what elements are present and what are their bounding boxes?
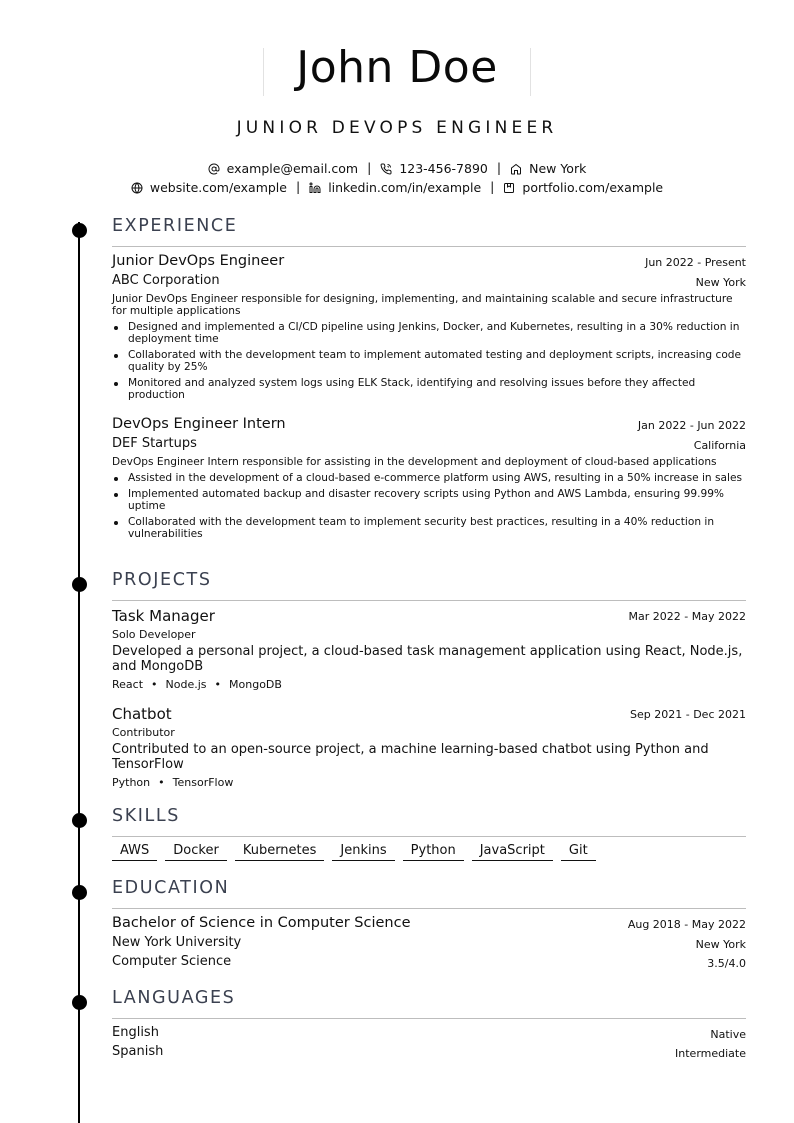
project-tech-list [112,776,233,789]
job-title: JUNIOR DEVOPS ENGINEER [236,118,558,138]
section-title-skills: SKILLS [112,806,180,826]
separator: | [490,179,495,194]
contact-location [510,161,586,176]
linkedin-icon [309,182,321,194]
skill-tag: JavaScript [472,843,553,861]
language-level: Native [710,1028,746,1041]
timeline-dot-projects [72,577,87,592]
project-description: Contributed to an open-source project, a machine learning-based chatbot using Python and TensorFlow [112,742,709,772]
at-icon [208,163,220,175]
tech-item: MongoDB [229,678,282,691]
portfolio-icon [503,182,515,194]
education-dates: Aug 2018 - May 2022 [627,918,746,931]
tech-item: TensorFlow [172,776,234,789]
timeline-dot-education [72,885,87,900]
project-name: Task Manager [112,607,215,625]
timeline-dot-languages [72,995,87,1010]
list-item: Implemented automated backup and disaster recovery scripts using Python and AWS Lambda, ensuring 99.99% uptime [112,488,746,512]
skill-tag: Git [561,843,596,861]
contact-portfolio-text: portfolio.com/example [522,180,664,195]
bullet-separator: • [214,678,222,691]
project-tech-list [112,678,282,691]
contact-row-primary [0,160,794,176]
skill-tag: Kubernetes [235,843,325,861]
project-dates: Sep 2021 - Dec 2021 [630,708,746,721]
project-dates: Mar 2022 - May 2022 [628,610,746,623]
experience-role: DevOps Engineer Intern [112,416,286,432]
section-title-projects: PROJECTS [112,570,212,590]
separator: | [295,179,301,194]
section-title-education: EDUCATION [112,878,230,898]
section-divider [112,600,746,601]
name-frame [263,42,531,96]
language-name: English [112,1025,159,1040]
section-title-languages: LANGUAGES [112,988,236,1008]
project-role: Contributor [112,726,175,739]
skill-tag: AWS [112,843,157,861]
experience-dates: Jan 2022 - Jun 2022 [637,419,746,432]
contact-linkedin-text: linkedin.com/in/example [328,180,482,195]
list-item: Designed and implemented a CI/CD pipeline using Jenkins, Docker, and Kubernetes, resulting in a 30% reduction in deployment time [112,321,746,345]
timeline-dot-skills [72,813,87,828]
skill-tag: Jenkins [332,843,394,861]
contact-row-secondary [0,179,794,195]
experience-summary: Junior DevOps Engineer responsible for designing, implementing, and maintaining scalable and secure infrastructure for multiple applications [112,293,733,317]
contact-linkedin[interactable] [309,180,481,195]
experience-company: ABC Corporation [112,273,220,288]
section-divider [112,836,746,837]
contact-website-text: website.com/example [149,180,287,195]
tech-item: React [112,678,144,691]
contact-phone[interactable] [380,161,488,176]
language-level: Intermediate [675,1047,746,1060]
contact-portfolio[interactable] [503,180,663,195]
section-divider [112,908,746,909]
home-icon [510,163,522,175]
experience-dates: Jun 2022 - Present [645,256,746,269]
skill-tag: Python [403,843,464,861]
globe-icon [131,182,143,194]
section-divider [112,246,746,247]
education-gpa: 3.5/4.0 [707,957,746,970]
project-name: Chatbot [112,705,172,723]
separator: | [367,160,372,175]
contact-website[interactable] [131,180,287,195]
skills-list [112,843,604,861]
education-field: Computer Science [112,954,232,969]
tech-item: Python [112,776,151,789]
education-location: New York [695,938,746,951]
contact-location-text: New York [529,161,587,176]
contact-email-text: example@email.com [226,161,359,176]
skill-tag: Docker [165,843,227,861]
language-name: Spanish [112,1044,164,1059]
timeline-dot-experience [72,223,87,238]
timeline-line [78,222,80,1123]
list-item: Assisted in the development of a cloud-based e-commerce platform using AWS, resulting in a 50% increase in sales [112,472,746,484]
section-title-experience: EXPERIENCE [112,216,238,236]
experience-bullets [112,472,746,544]
experience-bullets [112,321,746,405]
section-divider [112,1018,746,1019]
list-item: Collaborated with the development team to implement security best practices, resulting in a 40% reduction in vulnerabilities [112,516,746,540]
experience-role: Junior DevOps Engineer [112,253,285,269]
bullet-separator: • [158,776,165,789]
experience-company: DEF Startups [112,436,197,451]
project-description: Developed a personal project, a cloud-based task management application using React, Node.js, and MongoDB [112,644,743,674]
bullet-separator: • [151,678,158,691]
contact-phone-text: 123-456-7890 [399,161,488,176]
separator: | [496,160,502,175]
education-school: New York University [112,935,242,950]
tech-item: Node.js [165,678,207,691]
contact-email[interactable] [208,161,358,176]
list-item: Collaborated with the development team to implement automated testing and deployment scripts, increasing code quality by 25% [112,349,746,373]
candidate-name: John Doe [296,42,498,93]
phone-icon [380,163,392,175]
experience-summary: DevOps Engineer Intern responsible for assisting in the development and deployment of cloud-based applications [112,456,717,468]
project-role: Solo Developer [112,628,196,641]
list-item: Monitored and analyzed system logs using ELK Stack, identifying and resolving issues before they affected production [112,377,746,401]
experience-location: New York [695,276,746,289]
experience-location: California [693,439,746,452]
education-degree: Bachelor of Science in Computer Science [112,915,411,931]
